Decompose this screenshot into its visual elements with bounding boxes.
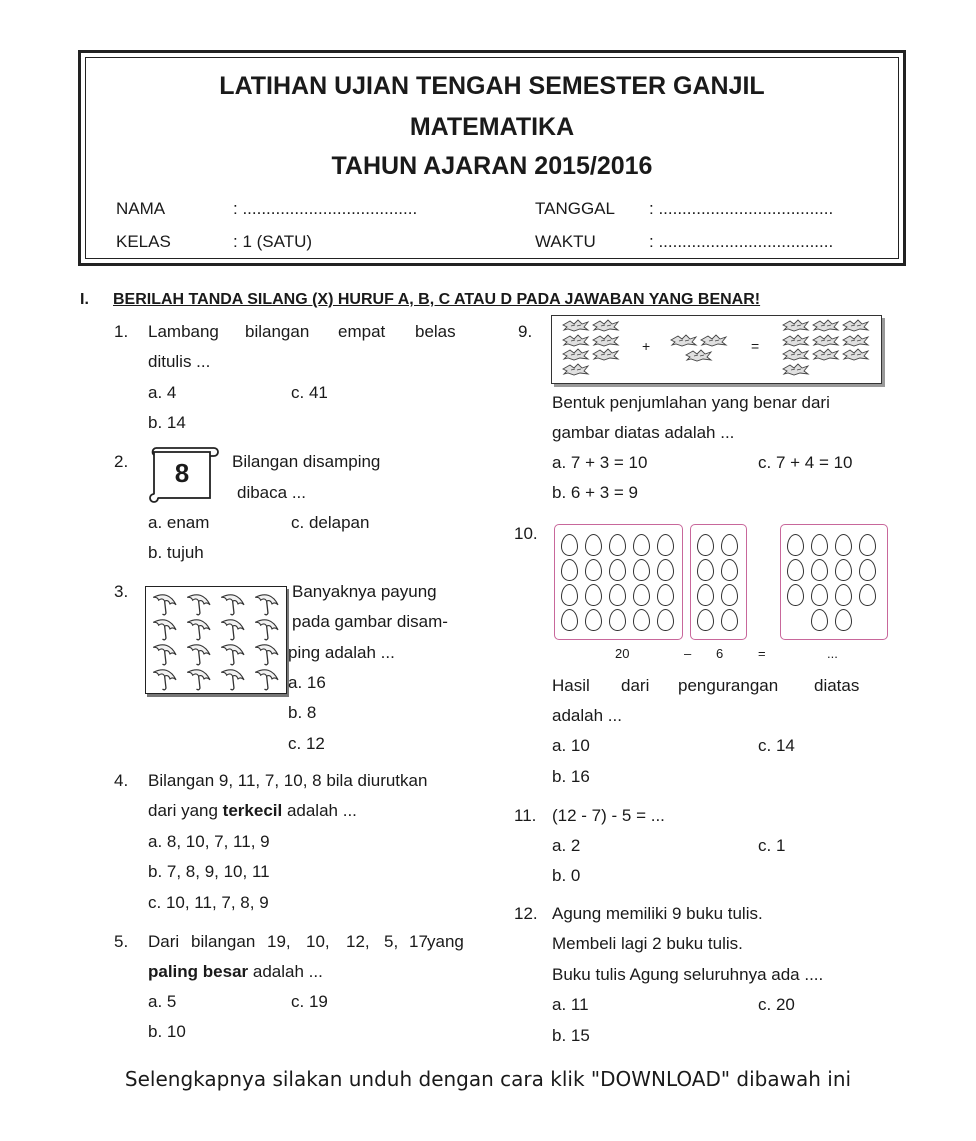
q11-option-b[interactable]: b. 0 [552, 866, 581, 885]
q9-option-b[interactable]: b. 6 + 3 = 9 [552, 483, 639, 502]
q3-option-c[interactable]: c. 12 [288, 734, 325, 753]
q4-number: 4. [114, 771, 129, 790]
q5-word-2: bilangan [191, 932, 256, 951]
q1-text-line2: ditulis ... [148, 352, 211, 371]
q9-equals-sign: = [751, 338, 760, 354]
q5-word-5: 12, [346, 932, 370, 951]
egg-icon [811, 534, 828, 556]
q5-number: 5. [114, 932, 129, 951]
egg-icon [721, 609, 738, 631]
q2-option-b[interactable]: b. tujuh [148, 543, 204, 562]
q5-option-a[interactable]: a. 5 [148, 992, 177, 1011]
egg-icon [585, 534, 602, 556]
q10-word-2: dari [621, 676, 650, 695]
q12-option-a[interactable]: a. 11 [552, 995, 589, 1014]
q2-option-c[interactable]: c. delapan [291, 513, 370, 532]
q9-option-c[interactable]: c. 7 + 4 = 10 [758, 453, 853, 472]
egg-icon [657, 534, 674, 556]
q10-equals-sign: = [758, 646, 766, 661]
q9-text-line1: Bentuk penjumlahan yang benar dari [552, 393, 830, 412]
egg-icon [835, 534, 852, 556]
egg-icon [721, 534, 738, 556]
kelas-value: : 1 (SATU) [233, 232, 313, 251]
q1-option-b[interactable]: b. 14 [148, 413, 186, 432]
q12-text-line1: Agung memiliki 9 buku tulis. [552, 904, 763, 923]
q5-option-c[interactable]: c. 19 [291, 992, 328, 1011]
q2-option-a[interactable]: a. enam [148, 513, 210, 532]
egg-icon [609, 584, 626, 606]
tanggal-field[interactable]: : ..................................... [649, 199, 834, 218]
q10-option-c[interactable]: c. 14 [758, 736, 795, 755]
nama-field[interactable]: : ..................................... [233, 199, 418, 218]
q12-number: 12. [514, 904, 538, 923]
q4-line2-post: adalah ... [282, 801, 357, 820]
q4-text-line1: Bilangan 9, 11, 7, 10, 8 bila diurutkan [148, 771, 428, 790]
header-title-2: MATEMATIKA [409, 113, 575, 141]
q2-number: 2. [114, 452, 129, 471]
q9-number: 9. [518, 322, 533, 341]
egg-icon [633, 584, 650, 606]
egg-icon [835, 584, 852, 606]
q3-text-line2: pada gambar disam- [292, 612, 448, 631]
q9-option-a[interactable]: a. 7 + 3 = 10 [552, 453, 648, 472]
q5-text-line2 [148, 962, 323, 982]
section-number: I. [80, 291, 89, 308]
egg-icon [633, 609, 650, 631]
egg-icon [585, 559, 602, 581]
egg-icon [585, 584, 602, 606]
q1-option-a[interactable]: a. 4 [148, 383, 177, 402]
egg-icon [697, 559, 714, 581]
egg-icon [561, 584, 578, 606]
q2-card-number: 8 [174, 458, 190, 488]
egg-icon [835, 559, 852, 581]
q5-word-8: yang [427, 932, 464, 951]
header-title-1: LATIHAN UJIAN TENGAH SEMESTER GANJIL [219, 72, 765, 100]
download-notice: Selengkapnya silakan unduh dengan cara klik "DOWNLOAD" dibawah ini [124, 1067, 852, 1091]
egg-icon [633, 534, 650, 556]
section-instruction: BERILAH TANDA SILANG (X) HURUF A, B, C ATAU D PADA JAWABAN YANG BENAR! [113, 291, 761, 308]
q1-word-2: bilangan [245, 322, 310, 341]
egg-icon [859, 559, 876, 581]
q5-line2-bold: paling besar [148, 962, 249, 981]
q1-word-3: empat [338, 322, 386, 341]
kelas-label: KELAS [116, 232, 171, 251]
q4-line2-pre: dari yang [148, 801, 223, 820]
egg-icon [721, 584, 738, 606]
egg-icon [561, 609, 578, 631]
waktu-field[interactable]: : ..................................... [649, 232, 834, 251]
egg-icon [561, 534, 578, 556]
q10-label-20: 20 [615, 646, 630, 661]
q5-word-6: 5, [384, 932, 399, 951]
egg-icon [657, 559, 674, 581]
egg-icon [859, 584, 876, 606]
q10-option-a[interactable]: a. 10 [552, 736, 590, 755]
egg-icon [859, 534, 876, 556]
q3-option-b[interactable]: b. 8 [288, 703, 317, 722]
egg-icon [811, 559, 828, 581]
nama-label: NAMA [116, 199, 166, 218]
q4-line2-bold: terkecil [222, 801, 283, 820]
egg-icon [561, 559, 578, 581]
egg-icon [787, 584, 804, 606]
q10-text-line2: adalah ... [552, 706, 622, 725]
q5-word-7: 17 [409, 932, 428, 951]
header-inner-border [85, 57, 899, 259]
q10-option-b[interactable]: b. 16 [552, 767, 590, 786]
q5-word-4: 10, [306, 932, 330, 951]
q5-word-1: Dari [148, 932, 180, 951]
egg-icon [811, 609, 828, 631]
egg-icon [787, 559, 804, 581]
q12-text-line2: Membeli lagi 2 buku tulis. [552, 934, 743, 953]
q1-option-c[interactable]: c. 41 [291, 383, 328, 402]
q12-option-c[interactable]: c. 20 [758, 995, 795, 1014]
header-box [78, 50, 906, 266]
tanggal-label: TANGGAL [535, 199, 615, 218]
q12-option-b[interactable]: b. 15 [552, 1026, 590, 1045]
q4-option-c[interactable]: c. 10, 11, 7, 8, 9 [148, 893, 269, 912]
egg-icon [657, 584, 674, 606]
q3-option-a[interactable]: a. 16 [288, 673, 326, 692]
q4-text-line2 [148, 801, 357, 821]
egg-icon [721, 559, 738, 581]
q11-number: 11. [514, 806, 537, 825]
q3-text-line1: Banyaknya payung [292, 582, 437, 601]
q10-number: 10. [514, 524, 538, 543]
q4-option-a[interactable]: a. 8, 10, 7, 11, 9 [148, 832, 270, 851]
umbrella-picture [145, 586, 287, 694]
egg-icon [633, 559, 650, 581]
q10-word-3: pengurangan [678, 676, 779, 695]
q2-text-line2: dibaca ... [237, 483, 306, 502]
bird-groups [552, 316, 881, 383]
q10-minus-sign: – [684, 646, 692, 661]
egg-icon [609, 609, 626, 631]
egg-icon [609, 559, 626, 581]
q5-line2-post: adalah ... [248, 962, 323, 981]
q9-text-line2: gambar diatas adalah ... [552, 423, 735, 442]
q1-word-4: belas [415, 322, 456, 341]
q2-text-line1: Bilangan disamping [232, 452, 381, 471]
q5-option-b[interactable]: b. 10 [148, 1022, 186, 1041]
egg-icon [811, 584, 828, 606]
q5-word-3: 19, [267, 932, 291, 951]
egg-icon [657, 609, 674, 631]
egg-icon [697, 534, 714, 556]
q10-label-6: 6 [716, 646, 724, 661]
egg-icon [585, 609, 602, 631]
umbrella-grid [146, 587, 286, 693]
q1-number: 1. [114, 322, 129, 341]
q3-text-line3: ping adalah ... [288, 643, 395, 662]
q4-option-b[interactable]: b. 7, 8, 9, 10, 11 [148, 862, 270, 881]
q1-word-1: Lambang [148, 322, 219, 341]
q11-option-a[interactable]: a. 2 [552, 836, 581, 855]
q10-result-dots: ... [827, 646, 838, 661]
q11-text: (12 - 7) - 5 = ... [552, 806, 665, 825]
q9-plus-sign: + [642, 338, 651, 354]
egg-icon [697, 609, 714, 631]
q3-number: 3. [114, 582, 129, 601]
egg-icon [835, 609, 852, 631]
bird-addition-picture [551, 315, 882, 384]
q12-text-line3: Buku tulis Agung seluruhnya ada .... [552, 965, 824, 984]
egg-icon [609, 534, 626, 556]
waktu-label: WAKTU [535, 232, 596, 251]
header-title-3: TAHUN AJARAN 2015/2016 [331, 152, 653, 180]
egg-icon [697, 584, 714, 606]
q10-word-1: Hasil [552, 676, 590, 695]
q10-word-4: diatas [814, 676, 860, 695]
q11-option-c[interactable]: c. 1 [758, 836, 786, 855]
egg-icon [787, 534, 804, 556]
